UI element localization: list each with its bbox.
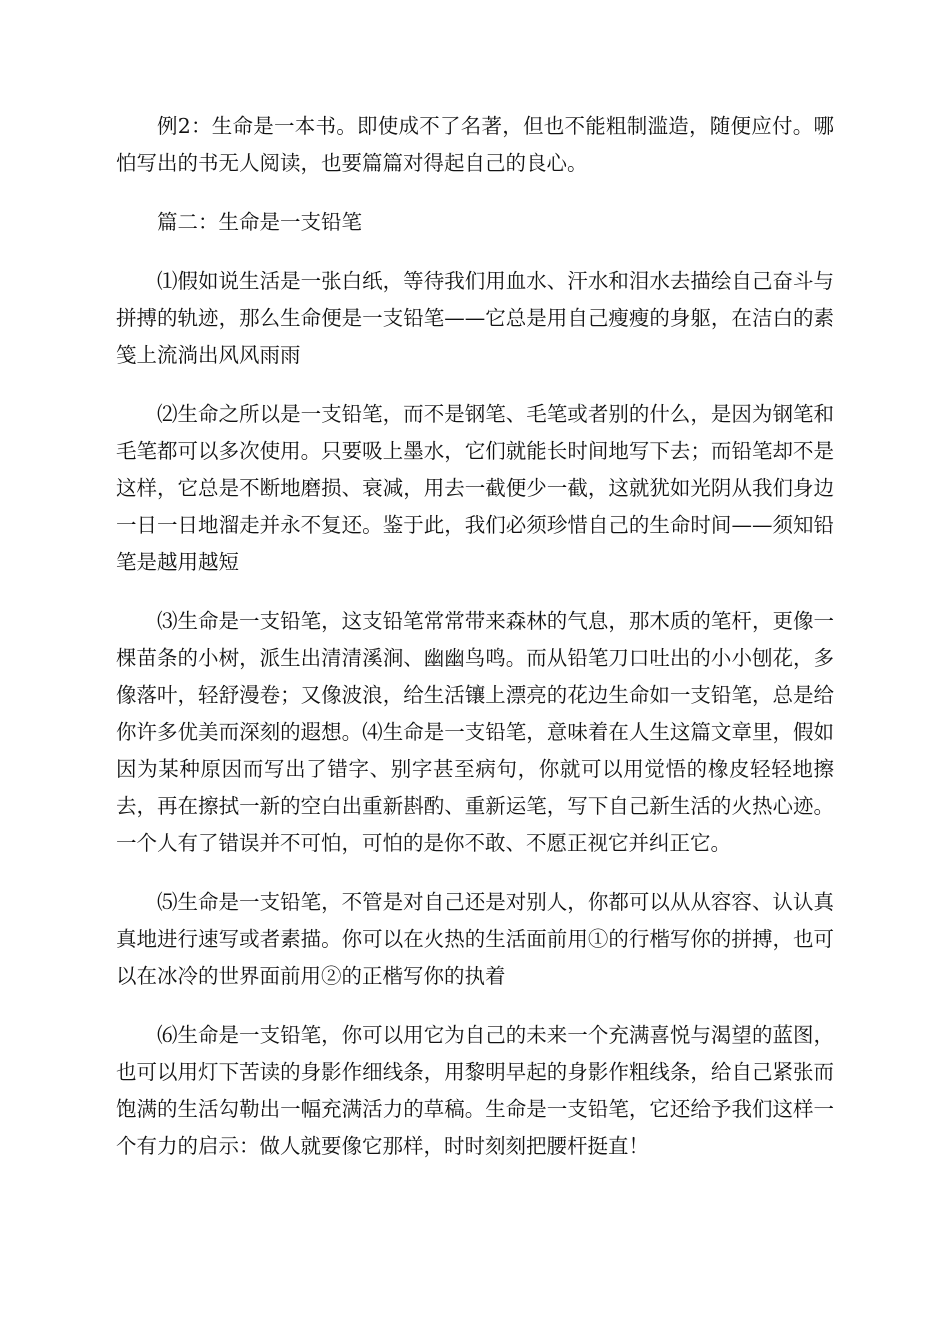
- document-body: [116, 108, 834, 1187]
- paragraph-3-4: ⑶生命是一支铅笔，这支铅笔常常带来森林的气息，那木质的笔杆，更像一棵苗条的小树，派生出清清溪涧、幽幽鸟鸣。而从铅笔刀口吐出的小小刨花，多像落叶，轻舒漫卷；又像波浪，给生活镶上漂亮的花边生命如一支铅笔，总是给你许多优美而深刻的遐想。⑷生命是一支铅笔，意味着在人生这篇文章里，假如因为某种原因而写出了错字、别字甚至病句，你就可以用觉悟的橡皮轻轻地擦去，再在擦拭一新的空白出重新斟酌、重新运笔，写下自己新生活的火热心迹。一个人有了错误并不可怕，可怕的是你不敢、不愿正视它并纠正它。: [116, 609, 834, 855]
- paragraph-5: ⑸生命是一支铅笔，不管是对自己还是对别人，你都可以从从容容、认认真真地进行速写或者素描。你可以在火热的生活面前用①的行楷写你的拼搏，也可以在冰冷的世界面前用②的正楷写你的执着: [116, 890, 834, 988]
- paragraph-1: ⑴假如说生活是一张白纸，等待我们用血水、汗水和泪水去描绘自己奋斗与拼搏的轨迹，那么生命便是一支铅笔——它总是用自己瘦瘦的身躯，在洁白的素笺上流淌出风风雨雨: [116, 269, 834, 367]
- paragraph-example-2: 例2：生命是一本书。即使成不了名著，但也不能粗制滥造，随便应付。哪怕写出的书无人阅读，也要篇篇对得起自己的良心。: [116, 114, 834, 175]
- paragraph-6: ⑹生命是一支铅笔，你可以用它为自己的未来一个充满喜悦与渴望的蓝图，也可以用灯下苦读的身影作细线条，用黎明早起的身影作粗线条，给自己紧张而饱满的生活勾勒出一幅充满活力的草稿。生命是一支铅笔，它还给予我们这样一个有力的启示：做人就要像它那样，时时刻刻把腰杆挺直！: [116, 1023, 834, 1158]
- paragraph-2: ⑵生命之所以是一支铅笔，而不是钢笔、毛笔或者别的什么，是因为钢笔和毛笔都可以多次使用。只要吸上墨水，它们就能长时间地写下去；而铅笔却不是这样，它总是不断地磨损、衰减，用去一截便少一截，这就犹如光阴从我们身边一日一日地溜走并永不复还。鉴于此，我们必须珍惜自己的生命时间——须知铅笔是越用越短: [116, 402, 834, 574]
- section-heading: 篇二：生命是一支铅笔: [157, 210, 362, 234]
